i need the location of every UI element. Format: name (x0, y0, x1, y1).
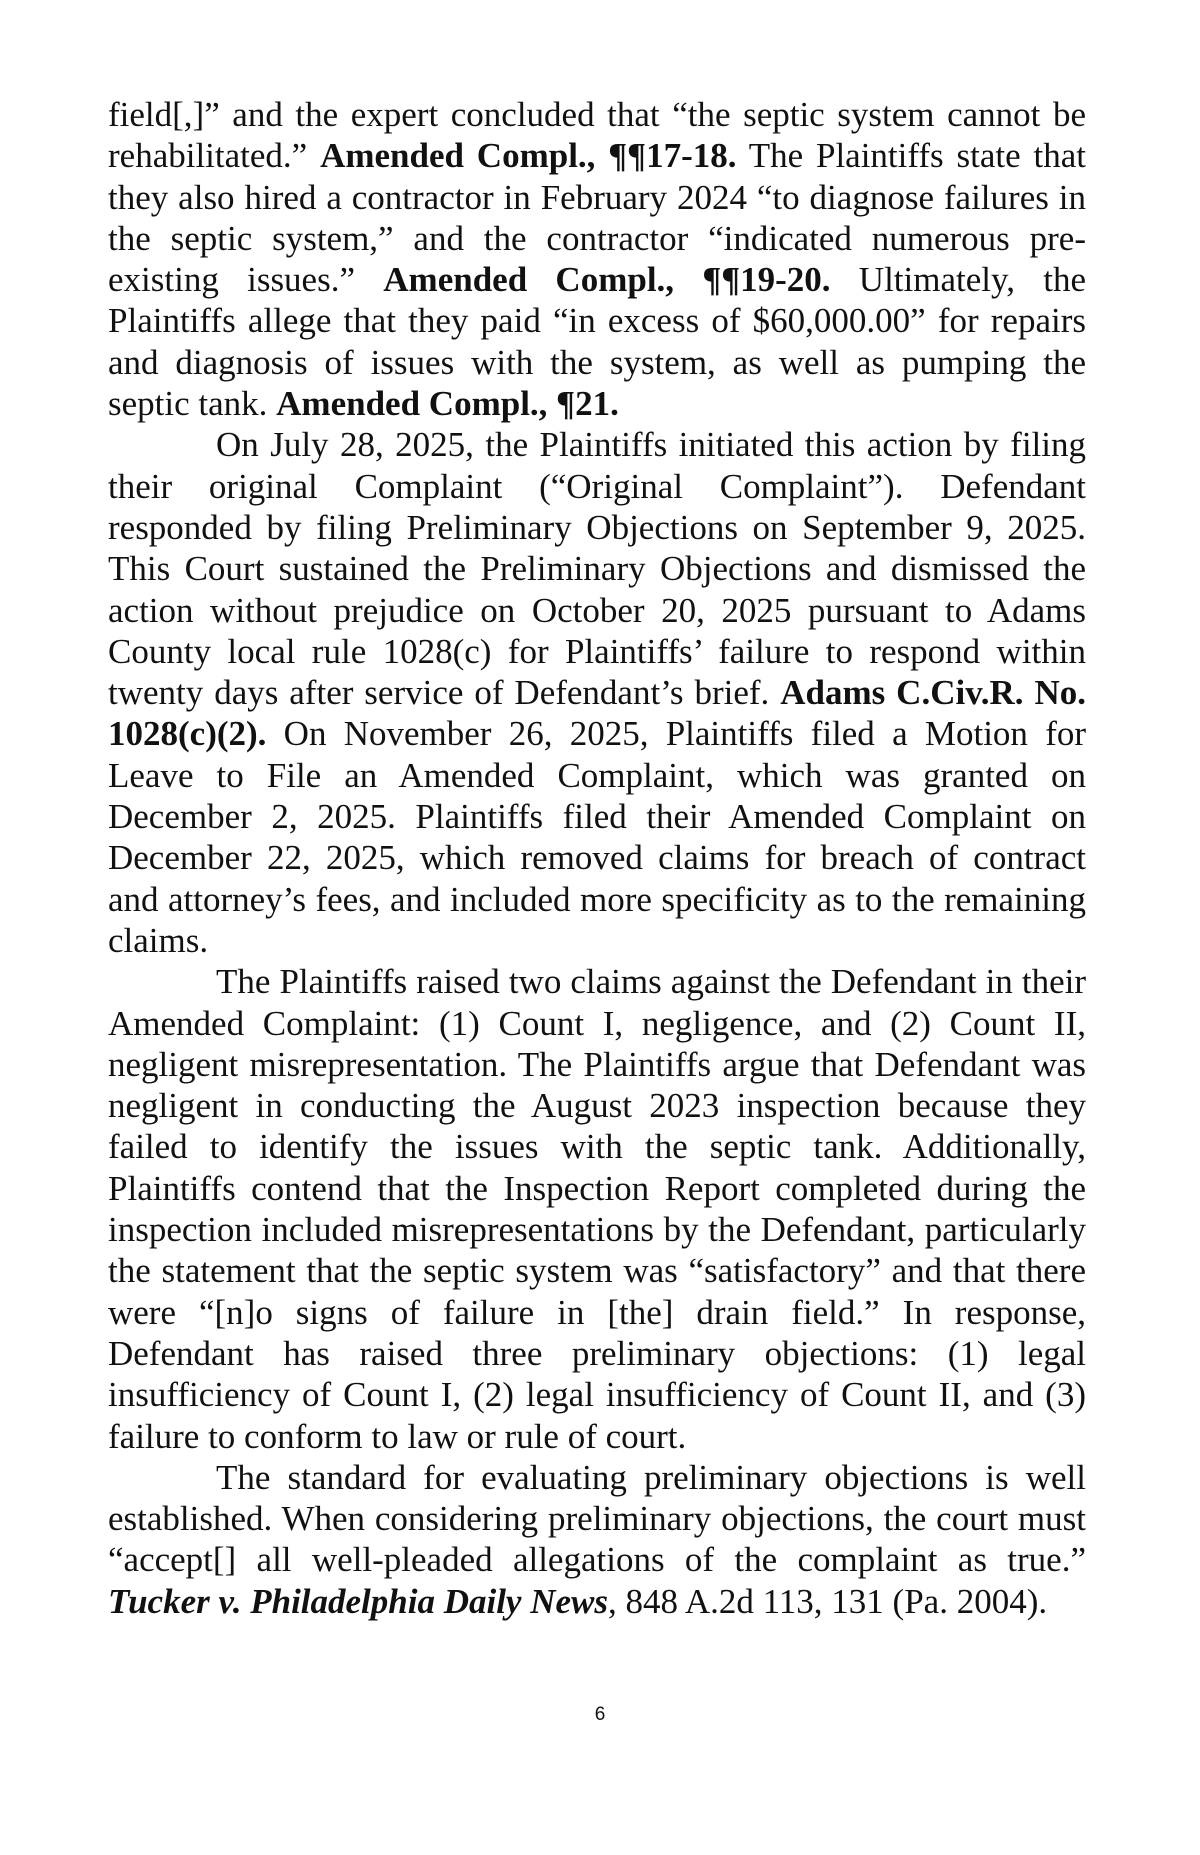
text-run: On November 26, 2025, Plaintiffs filed a Motion for Leave to File an Amended Complaint, which was granted on December 2, 2025. Plaintiffs filed their Amended Complaint on December 22, 2025, which removed claims for breach of contract and attorney’s fees, and included more specificity as to the remaining claims. (108, 714, 1086, 960)
text-run: The Plaintiffs state that they also hired a contractor in February 2024 “to diagnose failures in the septic system,” and the contractor “indicated numerous pre-existing issues.” (108, 136, 1086, 300)
paragraph-1 (108, 94, 1086, 424)
case-citation-tucker: Tucker v. Philadelphia Daily News (108, 1581, 608, 1621)
paragraph-3 (108, 961, 1086, 1457)
text-run: The standard for evaluating preliminary objections is well established. When considering preliminary objections, the court must “accept[] all well-pleaded allegations of the complaint as true.” (108, 1457, 1086, 1580)
paragraph-4 (108, 1457, 1086, 1622)
text-run: The Plaintiffs raised two claims against the Defendant in their Amended Complaint: (1) Count I, negligence, and (2) Count II, negligent misrepresentation. The Plaintiffs argue that Defendant was negligent in conducting the August 2023 inspection because they failed to identify the issues with the septic tank. Additionally, Plaintiffs contend that the Inspection Report completed during the inspection included misrepresentations by the Defendant, particularly the statement that the septic system was “satisfactory” and that there were “[n]o signs of failure in [the] drain field.” In response, Defendant has raised three preliminary objections: (1) legal insufficiency of Count I, (2) legal insufficiency of Count II, and (3) failure to conform to law or rule of court. (108, 962, 1086, 1456)
text-run: , 848 A.2d 113, 131 (Pa. 2004). (608, 1581, 1048, 1621)
citation-amended-compl-17-18: Amended Compl., ¶¶17-18. (320, 136, 737, 176)
citation-amended-compl-21: Amended Compl., ¶21. (276, 384, 619, 424)
text-run: Ultimately, the Plaintiffs allege that they paid “in excess of $60,000.00” for repairs and diagnosis of issues with the system, as well as pumping the septic tank. (108, 260, 1086, 424)
text-run: On July 28, 2025, the Plaintiffs initiated this action by filing their original Complaint (“Original Complaint”). Defendant responded by filing Preliminary Objections on September 9, 2025. This Court sustained the Preliminary Objections and dismissed the action without prejudice on October 20, 2025 pursuant to Adams County local rule 1028(c) for Plaintiffs’ failure to respond within twenty days after service of Defendant’s brief. (108, 425, 1086, 713)
text-run: field[,]” and the expert concluded that “the septic system cannot be rehabilitated.” (108, 95, 1086, 176)
document-page (108, 94, 1086, 1622)
paragraph-2 (108, 424, 1086, 961)
page-number: 6 (594, 1704, 606, 1725)
citation-amended-compl-19-20: Amended Compl., ¶¶19-20. (383, 260, 831, 300)
citation-adams-local-rule: Adams C.Civ.R. No. 1028(c)(2). (108, 673, 1086, 754)
